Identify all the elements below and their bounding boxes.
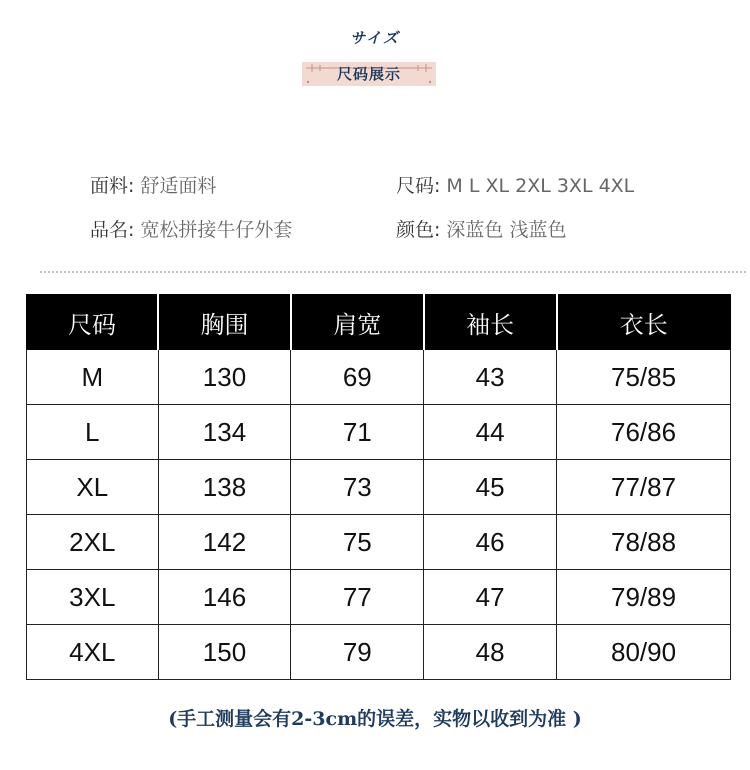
table-cell: 45 [424,460,557,515]
header-shoulder: 肩宽 [291,295,424,350]
table-cell: 75/85 [557,350,731,405]
table-cell: 43 [424,350,557,405]
table-cell: XL [27,460,159,515]
table-cell: 48 [424,625,557,680]
color-label: 颜色: [396,219,441,241]
header-length: 衣长 [557,295,731,350]
table-cell: M [27,350,159,405]
name-value: 宽松拼接牛仔外套 [140,219,293,241]
info-fabric [90,172,216,200]
header-size: 尺码 [27,295,159,350]
fabric-value: 舒适面料 [140,175,217,197]
product-info [0,166,750,256]
size-value: M L XL 2XL 3XL 4XL [446,175,635,197]
info-size [396,172,634,200]
table-header-row [27,295,731,350]
section-title: 尺码展示 [336,65,401,83]
table-cell: 46 [424,515,557,570]
table-cell: 77/87 [557,460,731,515]
size-table [26,294,731,680]
table-row [27,405,731,460]
table-row [27,350,731,405]
table-cell: 78/88 [557,515,731,570]
section-header [0,0,750,100]
info-name [90,216,292,244]
table-cell: 79/89 [557,570,731,625]
table-cell: 134 [158,405,291,460]
table-cell: 2XL [27,515,159,570]
color-value: 深蓝色 浅蓝色 [446,219,567,241]
section-title-banner [302,62,436,86]
table-cell: 142 [158,515,291,570]
table-row [27,515,731,570]
table-cell: 150 [158,625,291,680]
info-color [396,216,566,244]
size-label: 尺码: [396,175,441,197]
table-cell: 69 [291,350,424,405]
table-row [27,625,731,680]
table-cell: 3XL [27,570,159,625]
header-sleeve: 袖长 [424,295,557,350]
table-cell: 44 [424,405,557,460]
table-cell: 79 [291,625,424,680]
table-cell: 73 [291,460,424,515]
dotted-divider [40,271,746,273]
section-subtitle: サイズ [350,29,400,47]
header-chest: 胸围 [158,295,291,350]
table-cell: 138 [158,460,291,515]
table-row [27,570,731,625]
table-cell: 4XL [27,625,159,680]
table-cell: 71 [291,405,424,460]
name-label: 品名: [90,219,135,241]
table-cell: 77 [291,570,424,625]
table-cell: 80/90 [557,625,731,680]
fabric-label: 面料: [90,175,135,197]
table-cell: 47 [424,570,557,625]
table-cell: 130 [158,350,291,405]
table-cell: L [27,405,159,460]
measurement-note: (手工测量会有2-3cm的误差，实物以收到为准 ) [168,708,582,730]
table-cell: 75 [291,515,424,570]
table-row [27,460,731,515]
table-cell: 146 [158,570,291,625]
table-cell: 76/86 [557,405,731,460]
